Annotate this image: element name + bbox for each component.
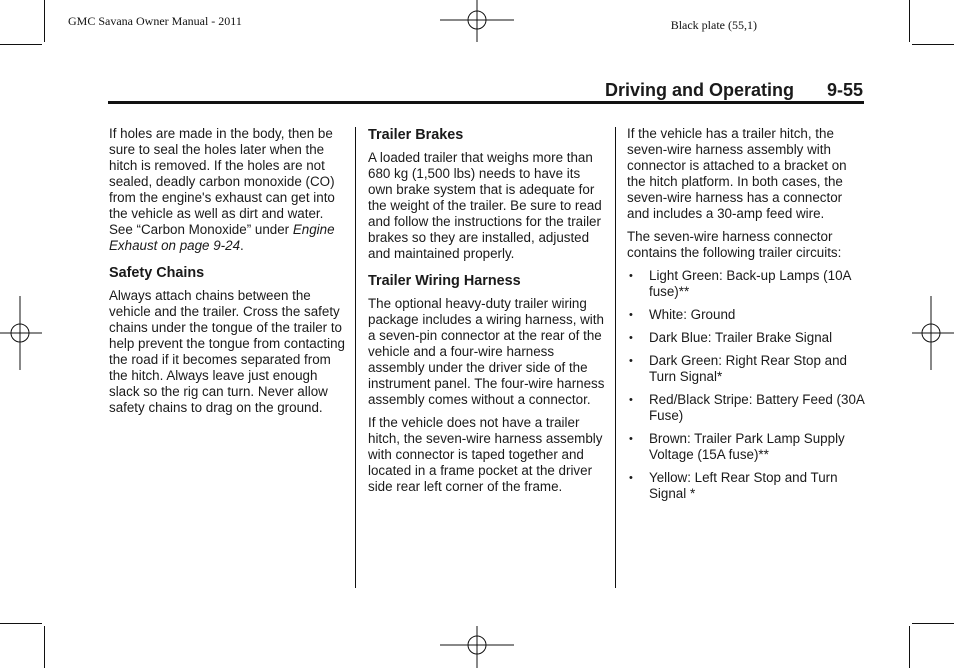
engine-exhaust-reference: Engine Exhaust on page 9-24 — [109, 222, 335, 253]
section-title: Driving and Operating — [604, 80, 794, 100]
crop-mark-bottom-left-h — [0, 623, 42, 624]
manual-title: GMC Savana Owner Manual - 2011 — [68, 14, 242, 28]
trailer-circuits-list — [627, 268, 865, 502]
hitch-holes-paragraph — [109, 126, 347, 254]
bullet-icon: • — [629, 355, 633, 367]
crop-mark-top-left-h — [0, 44, 42, 45]
bullet-icon: • — [629, 332, 633, 344]
trailer-wiring-heading: Trailer Wiring Harness — [368, 273, 521, 289]
column-divider-1 — [355, 127, 356, 588]
safety-chains-paragraph: Always attach chains between the vehicle and the trailer. Cross the safety chains under the tongue of the trailer to help prevent the tongue from contacting the road if it becomes separated from the hitch. Always leave just enough slack so the rig can turn. Never allow safety chains to drag on the ground. — [109, 288, 345, 415]
hitch-connector-paragraph: If the vehicle has a trailer hitch, the seven-wire harness assembly with connector is attached to a bracket on the hitch platform. In both cases, the seven-wire harness has a connector and includes a 30-amp feed wire. — [627, 126, 847, 221]
safety-chains-heading: Safety Chains — [109, 265, 205, 281]
crop-mark-bottom-left-v — [44, 626, 45, 668]
list-item-text: Yellow: Left Rear Stop and Turn Signal * — [649, 470, 838, 501]
list-item — [627, 307, 865, 323]
trailer-brakes-paragraph: A loaded trailer that weighs more than 680 kg (1,500 lbs) needs to have its own brake system that is adequate for the weight of the trailer. Be sure to read and follow the instructions for the trailer brakes so they are installed, adjusted and maintained properly. — [368, 150, 602, 261]
trailer-wiring-paragraph: The optional heavy-duty trailer wiring package includes a wiring harness, with a seven-pin connector at the rear of the vehicle and a four-wire harness assembly under the driver side of the instrument panel. The four-wire harness assembly comes without a connector. — [368, 296, 605, 407]
column-1 — [109, 126, 347, 423]
circuits-intro-paragraph: The seven-wire harness connector contains the following trailer circuits: — [627, 229, 842, 260]
bullet-icon: • — [629, 433, 633, 445]
list-item-text: Dark Blue: Trailer Brake Signal — [649, 330, 833, 345]
list-item — [627, 268, 865, 300]
list-item — [627, 330, 865, 346]
column-3 — [627, 126, 865, 509]
column-divider-2 — [615, 127, 616, 588]
crop-mark-bottom-right-h — [912, 623, 954, 624]
page-number: 9-55 — [826, 80, 863, 100]
crop-mark-top-right-v — [909, 0, 910, 42]
bullet-icon: • — [629, 472, 633, 484]
crop-mark-top-right-h — [912, 44, 954, 45]
list-item — [627, 431, 865, 463]
registration-mark-bottom-icon — [440, 624, 516, 668]
hitch-holes-text: If holes are made in the body, then be sure to seal the holes later when the hitch is removed. If the holes are not sealed, deadly carbon monoxide (CO) from the engine's exhaust can get into the vehicle as well as dirt and water. See “Carbon Monoxide” under — [109, 126, 335, 237]
no-hitch-paragraph: If the vehicle does not have a trailer hitch, the seven-wire harness assembly with connector is taped together and located in a frame pocket at the driver side rear left corner of the frame. — [368, 415, 603, 494]
list-item-text: Dark Green: Right Rear Stop and Turn Signal* — [649, 353, 847, 384]
list-item — [627, 470, 865, 502]
plate-label: Black plate (55,1) — [670, 18, 757, 32]
header-rule — [108, 101, 864, 104]
registration-mark-left-icon — [0, 296, 44, 372]
registration-mark-top-icon — [440, 0, 516, 44]
trailer-brakes-heading: Trailer Brakes — [368, 127, 464, 143]
registration-mark-right-icon — [910, 296, 954, 372]
list-item-text: White: Ground — [649, 307, 736, 322]
crop-mark-bottom-right-v — [909, 626, 910, 668]
column-2 — [368, 126, 606, 502]
hitch-holes-end: . — [240, 238, 244, 253]
list-item-text: Light Green: Back-up Lamps (10A fuse)** — [649, 268, 851, 299]
list-item-text: Brown: Trailer Park Lamp Supply Voltage (15A fuse)** — [649, 431, 845, 462]
crop-mark-top-left-v — [44, 0, 45, 42]
bullet-icon: • — [629, 270, 633, 282]
bullet-icon: • — [629, 309, 633, 321]
list-item — [627, 392, 865, 424]
list-item — [627, 353, 865, 385]
bullet-icon: • — [629, 394, 633, 406]
list-item-text: Red/Black Stripe: Battery Feed (30A Fuse) — [649, 392, 865, 423]
